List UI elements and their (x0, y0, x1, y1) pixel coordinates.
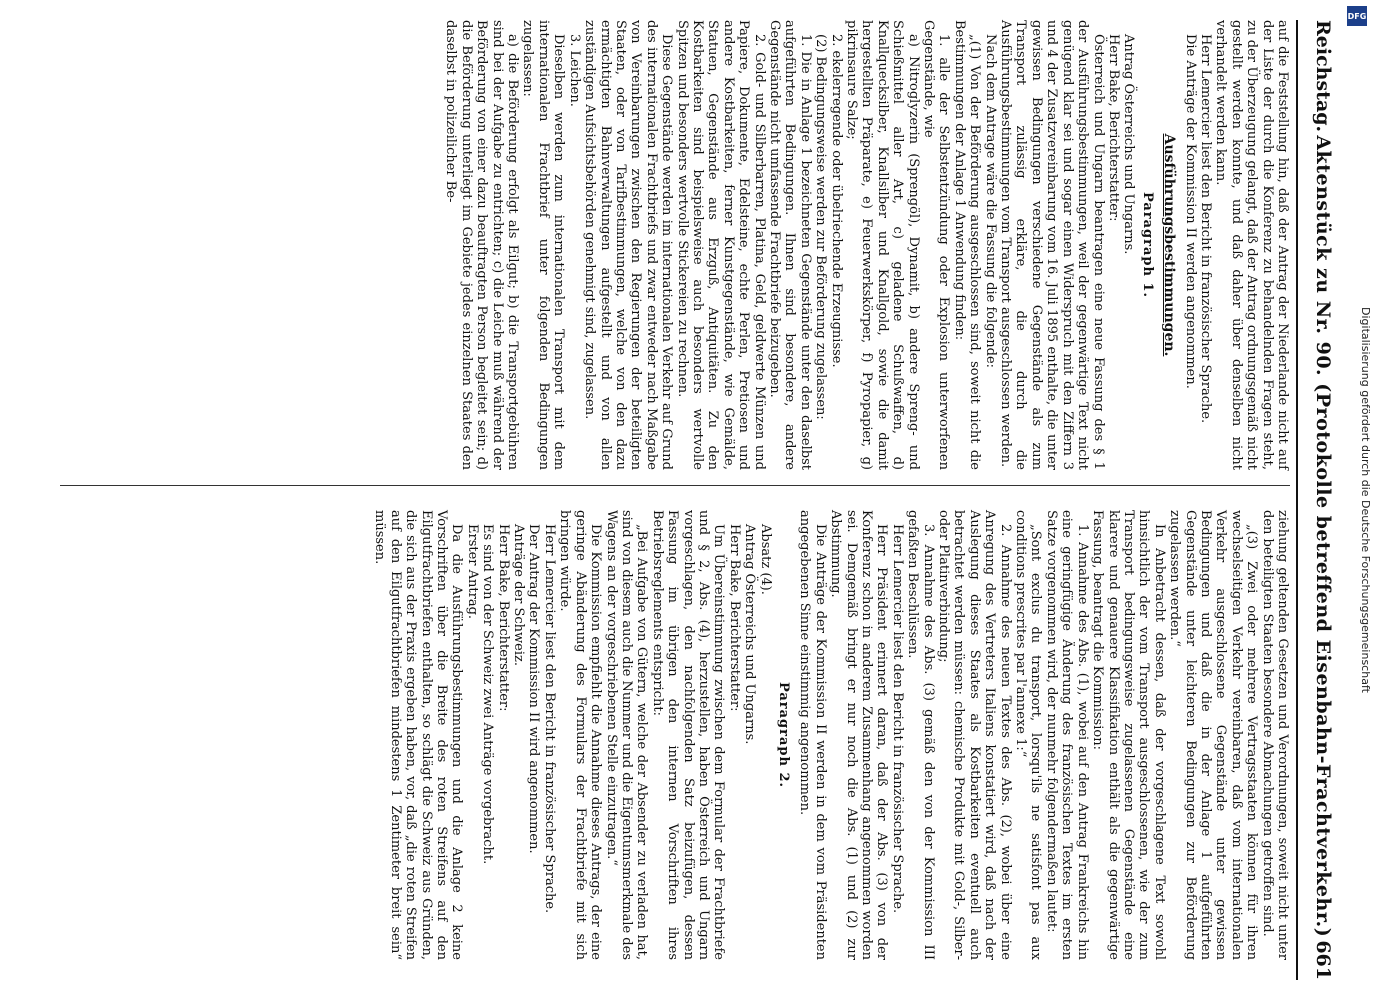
paragraph: Die Anträge der Kommission II werden in dem vom Präsidenten angegebenen Sinne einstimmig angenommen. (797, 510, 828, 960)
paragraph: „(1) Von der Beförderung ausgeschlossen sind, soweit nicht die Bestimmungen der Anlage 1 Anwendung finden: (951, 20, 983, 470)
paragraph: Antrag Österreichs und Ungarns. (742, 524, 758, 745)
paragraph: 1. alle der Selbstentzündung oder Explosion unterworfenen Gegenstände, wie (921, 20, 952, 470)
paragraph: Herr Lemercier liest den Bericht in französischer Sprache. (889, 524, 905, 914)
paragraph: Herr Lemercier liest den Bericht in französischer Sprache. (1197, 34, 1213, 424)
paragraph: 1. Annahme des Abs. (1), wobei auf den Antrag Frankreichs hin eine geringfügige Änderung des französischen Textes im ersten Satze vorgenommen wird, der nunmehr folgendermaßen lautet: (1043, 510, 1090, 960)
section-heading: Paragraph 1. (1139, 191, 1155, 299)
paragraph: „Sont exclus du transport, lorsqu'ils ne satisfont pas aux conditions prescrites par l'annexe 1:“ (1013, 510, 1044, 960)
right-column (372, 510, 1290, 960)
paragraph: „(3) Zwei oder mehrere Vertragsstaaten können für ihren wechselseitigen Verkehr vereinbaren, daß vom internationalen Verkehr ausgeschlossene Gegenstände unter gewissen Bedingungen und daß die in der Anlage 1 aufgeführten Gegenstände unter leichteren Bedingungen zur Beförderung zugelassen werden.“ (1167, 510, 1260, 960)
paragraph: auf die Feststellung hin, daß der Antrag der Niederlande nicht auf der Liste der durch die Konferenz zu behandelnden Fragen steht, zu der Überzeugung gelangt, daß der Antrag ordnungsgemäß nicht gestellt werden konnte, und daß daher über denselben nicht verhandelt werden kann. (1213, 20, 1290, 470)
paragraph: In Anbetracht dessen, daß der vorgeschlagene Text sowohl hinsichtlich der vom Transport ausgeschlossenen, wie der zum Transport bedingungsweise zugelassenen Gegenstände eine klarere und genauere Klassifikation enthält als die gegenwärtige Fassung, beantragt die Kommission: (1090, 510, 1167, 960)
paragraph: a) die Beförderung erfolgt als Eilgut; b) die Transportgebühren sind bei der Aufgabe zu entrichten; c) die Leiche muß während der Beförderung von einer dazu beauftragten Person begleitet sein; d) die Beförderung unterliegt im Gebiete jedes einzelnen Staates den daselbst in polizeilicher Be- (443, 20, 521, 470)
section-heading: Paragraph 2. (776, 681, 791, 789)
paragraph: Herr Lemercier liest den Bericht in französischer Sprache. (541, 524, 557, 914)
paragraph: Antrag Österreichs und Ungarns. (1121, 34, 1137, 255)
paragraph: Herr Präsident erinnert daran, daß der Abs. (3) von der Konferenz schon in anderem Zusammenhang angenommen worden sei. Demgemäß bringt er nur noch die Abs. (1) und (2) zur Abstimmung. (828, 510, 890, 960)
paragraph: Die Kommission empfiehlt die Annahme dieses Antrags, der eine geringe Abänderung des Formulars der Frachtbriefe mit sich bringen würde. (557, 510, 604, 960)
paragraph: (2) Bedingungsweise werden zur Beförderung zugelassen: (813, 34, 829, 420)
paragraph: Anträge der Schweiz. (511, 524, 527, 666)
paragraph: Erster Antrag. (464, 524, 480, 620)
paragraph: Der Antrag der Kommission II wird angenommen. (526, 524, 542, 854)
column-divider (60, 485, 1290, 486)
paragraph: Um Übereinstimmung zwischen dem Formular der Frachtbriefe und § 2, Abs. (4), herzustellen, haben Österreich und Ungarn vorgeschlagen, den nachfolgenden Satz beizufügen, dessen Fassung im übrigen den internen Vorschriften ihres Betriebsreglements entspricht: (649, 510, 727, 960)
paragraph: Nach dem Antrage wäre die Fassung die folgende: (982, 34, 998, 369)
paragraph: 3. Leichen. (566, 34, 582, 107)
paragraph: Diese Gegenstände werden im internationalen Verkehr auf Grund des internationalen Frachtbriefs und zwar entweder nach Maßgabe von Vereinbarungen zwischen den Regierungen der beteiligten Staaten, oder von Tarifbestimmungen, welche von den dazu ermächtigten Bahnverwaltungen aufgestellt und von allen zuständigen Aufsichtsbehörden genehmigt sind, zugelassen. (582, 20, 675, 470)
paragraph: Herr Bake, Berichterstatter: (495, 524, 511, 712)
paragraph: 2. Gold- und Silberbarren, Platina, Geld, geldwerte Münzen und Papiere, Dokumente, Edelsteine, echte Perlen, Pretiosen und andere Kostbarkeiten, ferner Kunstgegenstände, wie Gemälde, Statuen, Gegenstände aus Erzguß, Antiquitäten. Zu den Kostbarkeiten sind beispielsweise auch besonders wertvolle Spitzen und besonders wertvolle Stickereien zu rechnen. (674, 20, 767, 470)
paragraph: „Bei Aufgabe von Gütern, welche der Absender zu verladen hat, sind von diesem auch die Nummer und die Eigentumsmerkmale des Wagens an der vorgeschriebenen Stelle einzutragen.“ (603, 510, 650, 960)
paragraph: Die Anträge der Kommission II werden angenommen. (1182, 34, 1198, 389)
left-column (443, 20, 1290, 470)
paragraph: 3. Annahme des Abs. (3) gemäß den von der Kommission III gefaßten Beschlüssen. (905, 510, 936, 960)
paragraph: Österreich und Ungarn beantragen eine neue Fassung des § 1 der Ausführungsbestimmungen, weil der gegenwärtige Text nicht genügend klar sei und sogar einen Widerspruch mit den Ziffern 3 und 4 der Zusatzvereinbarung vom 16. Juli 1895 enthalte, die unter gewissen Bedingungen verschiedene Gegenstände als zum Transport zulässig erkläre, die durch die Ausführungsbestimmungen vom Transport ausgeschlossen werden. (998, 20, 1106, 470)
paragraph: a) Nitroglyzerin (Sprengöl), Dynamit, b) andere Spreng- und Schießmittel aller Art, c) geladene Schußwaffen, d) Knallquecksilber, Knallsilber und Knallgold, sowie die damit hergestellten Präparate, e) Feuerwerkskörper, f) Pyropapier, g) pikrinsaure Salze; (844, 20, 921, 470)
section-heading: Ausführungsbestimmungen. (1161, 133, 1178, 357)
dfg-logo: DFG (1347, 6, 1367, 26)
paragraph: Herr Bake, Berichterstatter: (1105, 34, 1121, 222)
paragraph: 2. ekelerregende oder übelriechende Erzeugnisse. (828, 34, 844, 368)
paragraph: Absatz (4). (757, 524, 773, 595)
header-left: Reichstag. (1312, 20, 1334, 133)
digitization-note: Digitalisierung gefördert durch die Deutsche Forschungsgemeinschaft (1359, 307, 1372, 693)
paragraph: Da die Ausführungsbestimmungen und die Anlage 2 keine Vorschriften über die Breite des roten Streifens auf den Eilgutfrachtbriefen enthalten, so schlägt die Schweiz aus Gründen, die sich aus der Praxis ergeben haben, vor, daß „die roten Streifen auf den Eilgutfrachtbriefen mindestens 1 Zentimeter breit sein“ müssen. (372, 510, 465, 960)
paragraph: 1. Die in Anlage 1 bezeichneten Gegenstände unter den daselbst aufgeführten Bedingungen. Ihnen sind besondere, andere Gegenstände nicht umfassende Frachtbriefe beizugeben. (767, 20, 813, 470)
paragraph: ziehung geltenden Gesetzen und Verordnungen, soweit nicht unter den beteiligten Staaten besondere Abmachungen getroffen sind. (1259, 510, 1290, 960)
paragraph: Herr Bake, Berichterstatter: (726, 524, 742, 712)
paragraph: 2. Annahme des neuen Textes des Abs. (2), wobei über eine Anregung des Vertreters Italiens konstatiert wird, daß nach der Auslegung dieses Staates als Kostbarkeiten eventuell auch betrachtet werden müssen: chemische Produkte mit Gold-, Silber- oder Platinverbindung; (936, 510, 1013, 960)
paragraph: Es sind von der Schweiz zwei Anträge vorgebracht. (480, 524, 496, 865)
page-header (1296, 20, 1334, 980)
paragraph: Dieselben werden zum internationalen Transport mit dem internationalen Frachtbrief unter folgenden Bedingungen zugelassen: (520, 20, 567, 470)
page-number: 661 (1312, 940, 1334, 980)
header-title: Aktenstück zu Nr. 90. (Protokolle betreffend Eisenbahn-Frachtverkehr.) (1312, 135, 1334, 938)
